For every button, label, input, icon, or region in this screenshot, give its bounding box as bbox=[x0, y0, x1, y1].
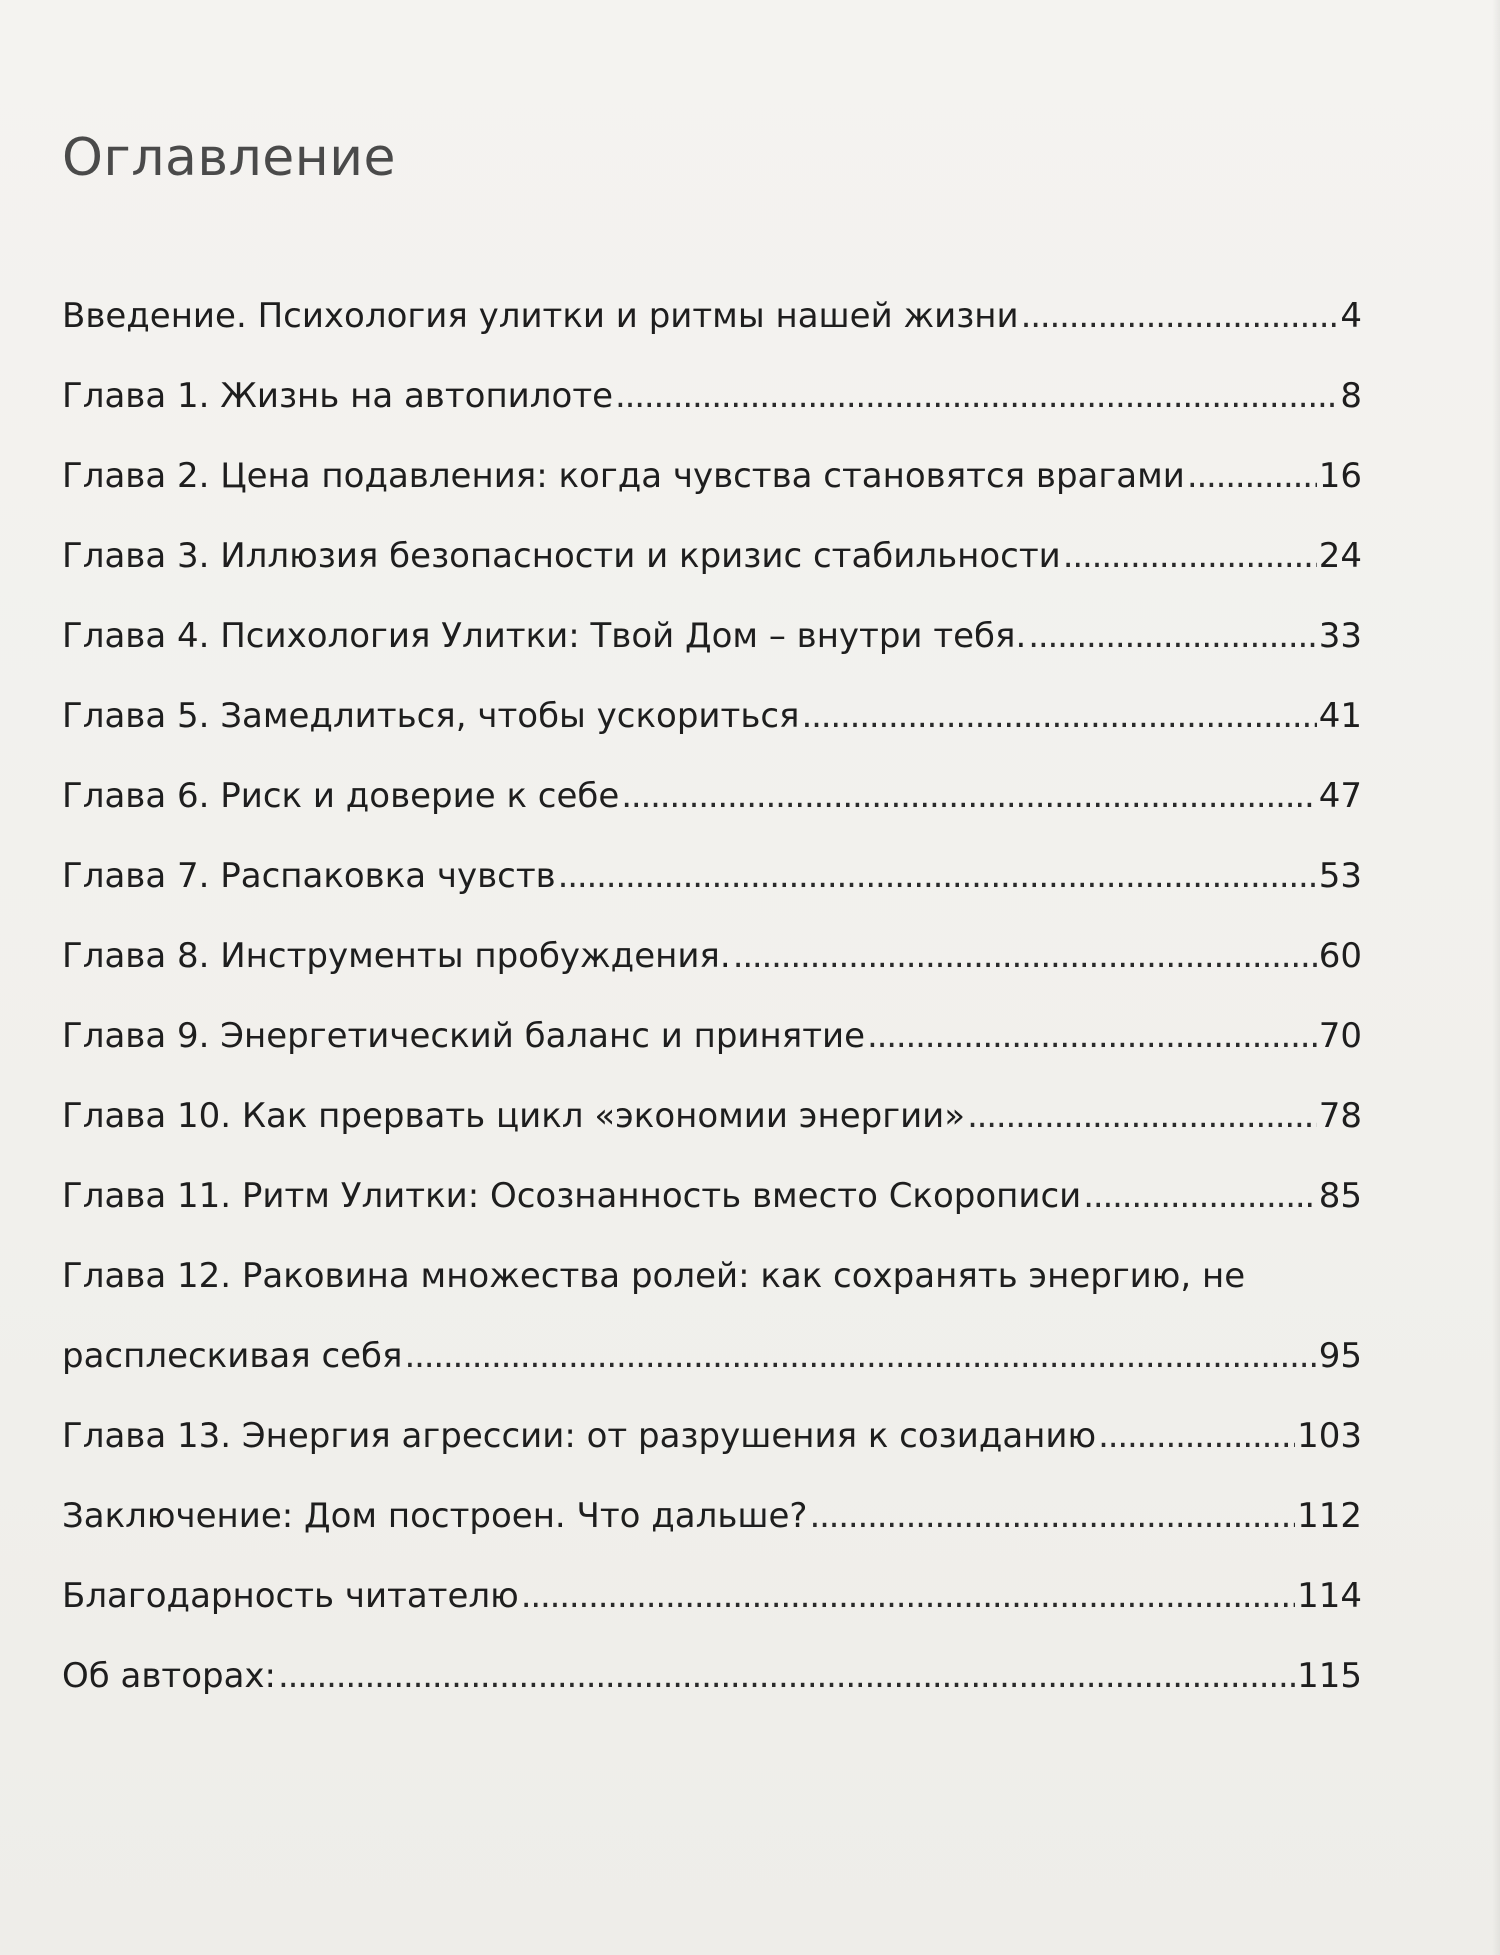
dot-leader bbox=[558, 855, 1317, 897]
dot-leader bbox=[733, 935, 1317, 977]
toc-entry-page: 60 bbox=[1318, 936, 1362, 976]
toc-entry-title: Глава 9. Энергетический баланс и принятие bbox=[62, 1016, 866, 1056]
toc-entry-page: 112 bbox=[1297, 1496, 1362, 1536]
toc-entry-page: 85 bbox=[1318, 1176, 1362, 1216]
toc-entry bbox=[62, 1015, 1362, 1057]
dot-leader bbox=[278, 1655, 1295, 1697]
toc-entry bbox=[62, 615, 1362, 657]
toc-entry-page: 115 bbox=[1297, 1656, 1362, 1696]
toc-entry bbox=[62, 935, 1362, 977]
toc-entry-page: 53 bbox=[1318, 856, 1362, 896]
dot-leader bbox=[1187, 455, 1317, 497]
toc-entry-page: 16 bbox=[1318, 456, 1362, 496]
toc-entry-title: Глава 7. Распаковка чувств bbox=[62, 856, 556, 896]
dot-leader bbox=[1098, 1415, 1295, 1457]
dot-leader bbox=[867, 1015, 1317, 1057]
toc-entry bbox=[62, 1095, 1362, 1137]
toc-entry-page: 103 bbox=[1297, 1416, 1362, 1456]
toc-entry-title: расплескивая себя bbox=[62, 1336, 403, 1376]
dot-leader bbox=[809, 1495, 1295, 1537]
toc-entry bbox=[62, 775, 1362, 817]
toc-entry-title: Глава 1. Жизнь на автопилоте bbox=[62, 376, 614, 416]
toc-entry-page: 78 bbox=[1318, 1096, 1362, 1136]
dot-leader bbox=[1063, 535, 1317, 577]
dot-leader bbox=[1028, 615, 1316, 657]
toc-entry bbox=[62, 1495, 1362, 1537]
toc-entry bbox=[62, 375, 1362, 417]
dot-leader bbox=[802, 695, 1317, 737]
toc-entry-page: 95 bbox=[1318, 1336, 1362, 1376]
dot-leader bbox=[621, 775, 1316, 817]
toc-entry bbox=[62, 1575, 1362, 1617]
toc-entry bbox=[62, 1175, 1362, 1217]
toc-entry-title: Глава 13. Энергия агрессии: от разрушения к созиданию bbox=[62, 1416, 1097, 1456]
toc-entry bbox=[62, 695, 1362, 737]
toc-entry bbox=[62, 855, 1362, 897]
toc-entry-page: 41 bbox=[1318, 696, 1362, 736]
toc-entry-title: Введение. Психология улитки и ритмы нашей жизни bbox=[62, 296, 1019, 336]
toc-entry-title: Глава 5. Замедлиться, чтобы ускориться bbox=[62, 696, 800, 736]
dot-leader bbox=[615, 375, 1338, 417]
toc-entry bbox=[62, 535, 1362, 577]
dot-leader bbox=[404, 1335, 1316, 1377]
toc-entry-page: 33 bbox=[1318, 616, 1362, 656]
dot-leader bbox=[1083, 1175, 1316, 1217]
toc-entry-title: Заключение: Дом построен. Что дальше? bbox=[62, 1496, 808, 1536]
toc-entry-page: 4 bbox=[1340, 296, 1362, 336]
toc-entry bbox=[62, 1415, 1362, 1457]
dot-leader bbox=[1021, 295, 1339, 337]
toc-entry-title: Глава 4. Психология Улитки: Твой Дом – внутри тебя. bbox=[62, 616, 1027, 656]
toc-entry-page: 47 bbox=[1318, 776, 1362, 816]
toc-entry-page: 24 bbox=[1318, 536, 1362, 576]
toc-entry-title: Глава 10. Как прервать цикл «экономии энергии» bbox=[62, 1096, 966, 1136]
toc-entry-title-line1: Глава 12. Раковина множества ролей: как сохранять энергию, не bbox=[62, 1256, 1246, 1296]
toc-entry-page: 70 bbox=[1318, 1016, 1362, 1056]
toc-entry-title: Глава 11. Ритм Улитки: Осознанность вместо Скорописи bbox=[62, 1176, 1082, 1216]
toc-entry-title: Об авторах: bbox=[62, 1656, 277, 1696]
toc-entry-page: 8 bbox=[1340, 376, 1362, 416]
toc-entry-title: Глава 2. Цена подавления: когда чувства становятся врагами bbox=[62, 456, 1185, 496]
dot-leader bbox=[967, 1095, 1317, 1137]
toc-entry-title: Глава 6. Риск и доверие к себе bbox=[62, 776, 620, 816]
dot-leader bbox=[521, 1575, 1295, 1617]
toc-entry-page: 114 bbox=[1297, 1576, 1362, 1616]
page-title: Оглавление bbox=[62, 128, 397, 188]
toc-entry bbox=[62, 295, 1362, 337]
toc-entry bbox=[62, 455, 1362, 497]
toc-entry-title: Благодарность читателю bbox=[62, 1576, 519, 1616]
toc-entry-title: Глава 8. Инструменты пробуждения. bbox=[62, 936, 731, 976]
toc-entry bbox=[62, 1655, 1362, 1697]
toc-entry-title: Глава 3. Иллюзия безопасности и кризис стабильности bbox=[62, 536, 1061, 576]
toc-entry bbox=[62, 1255, 1362, 1377]
